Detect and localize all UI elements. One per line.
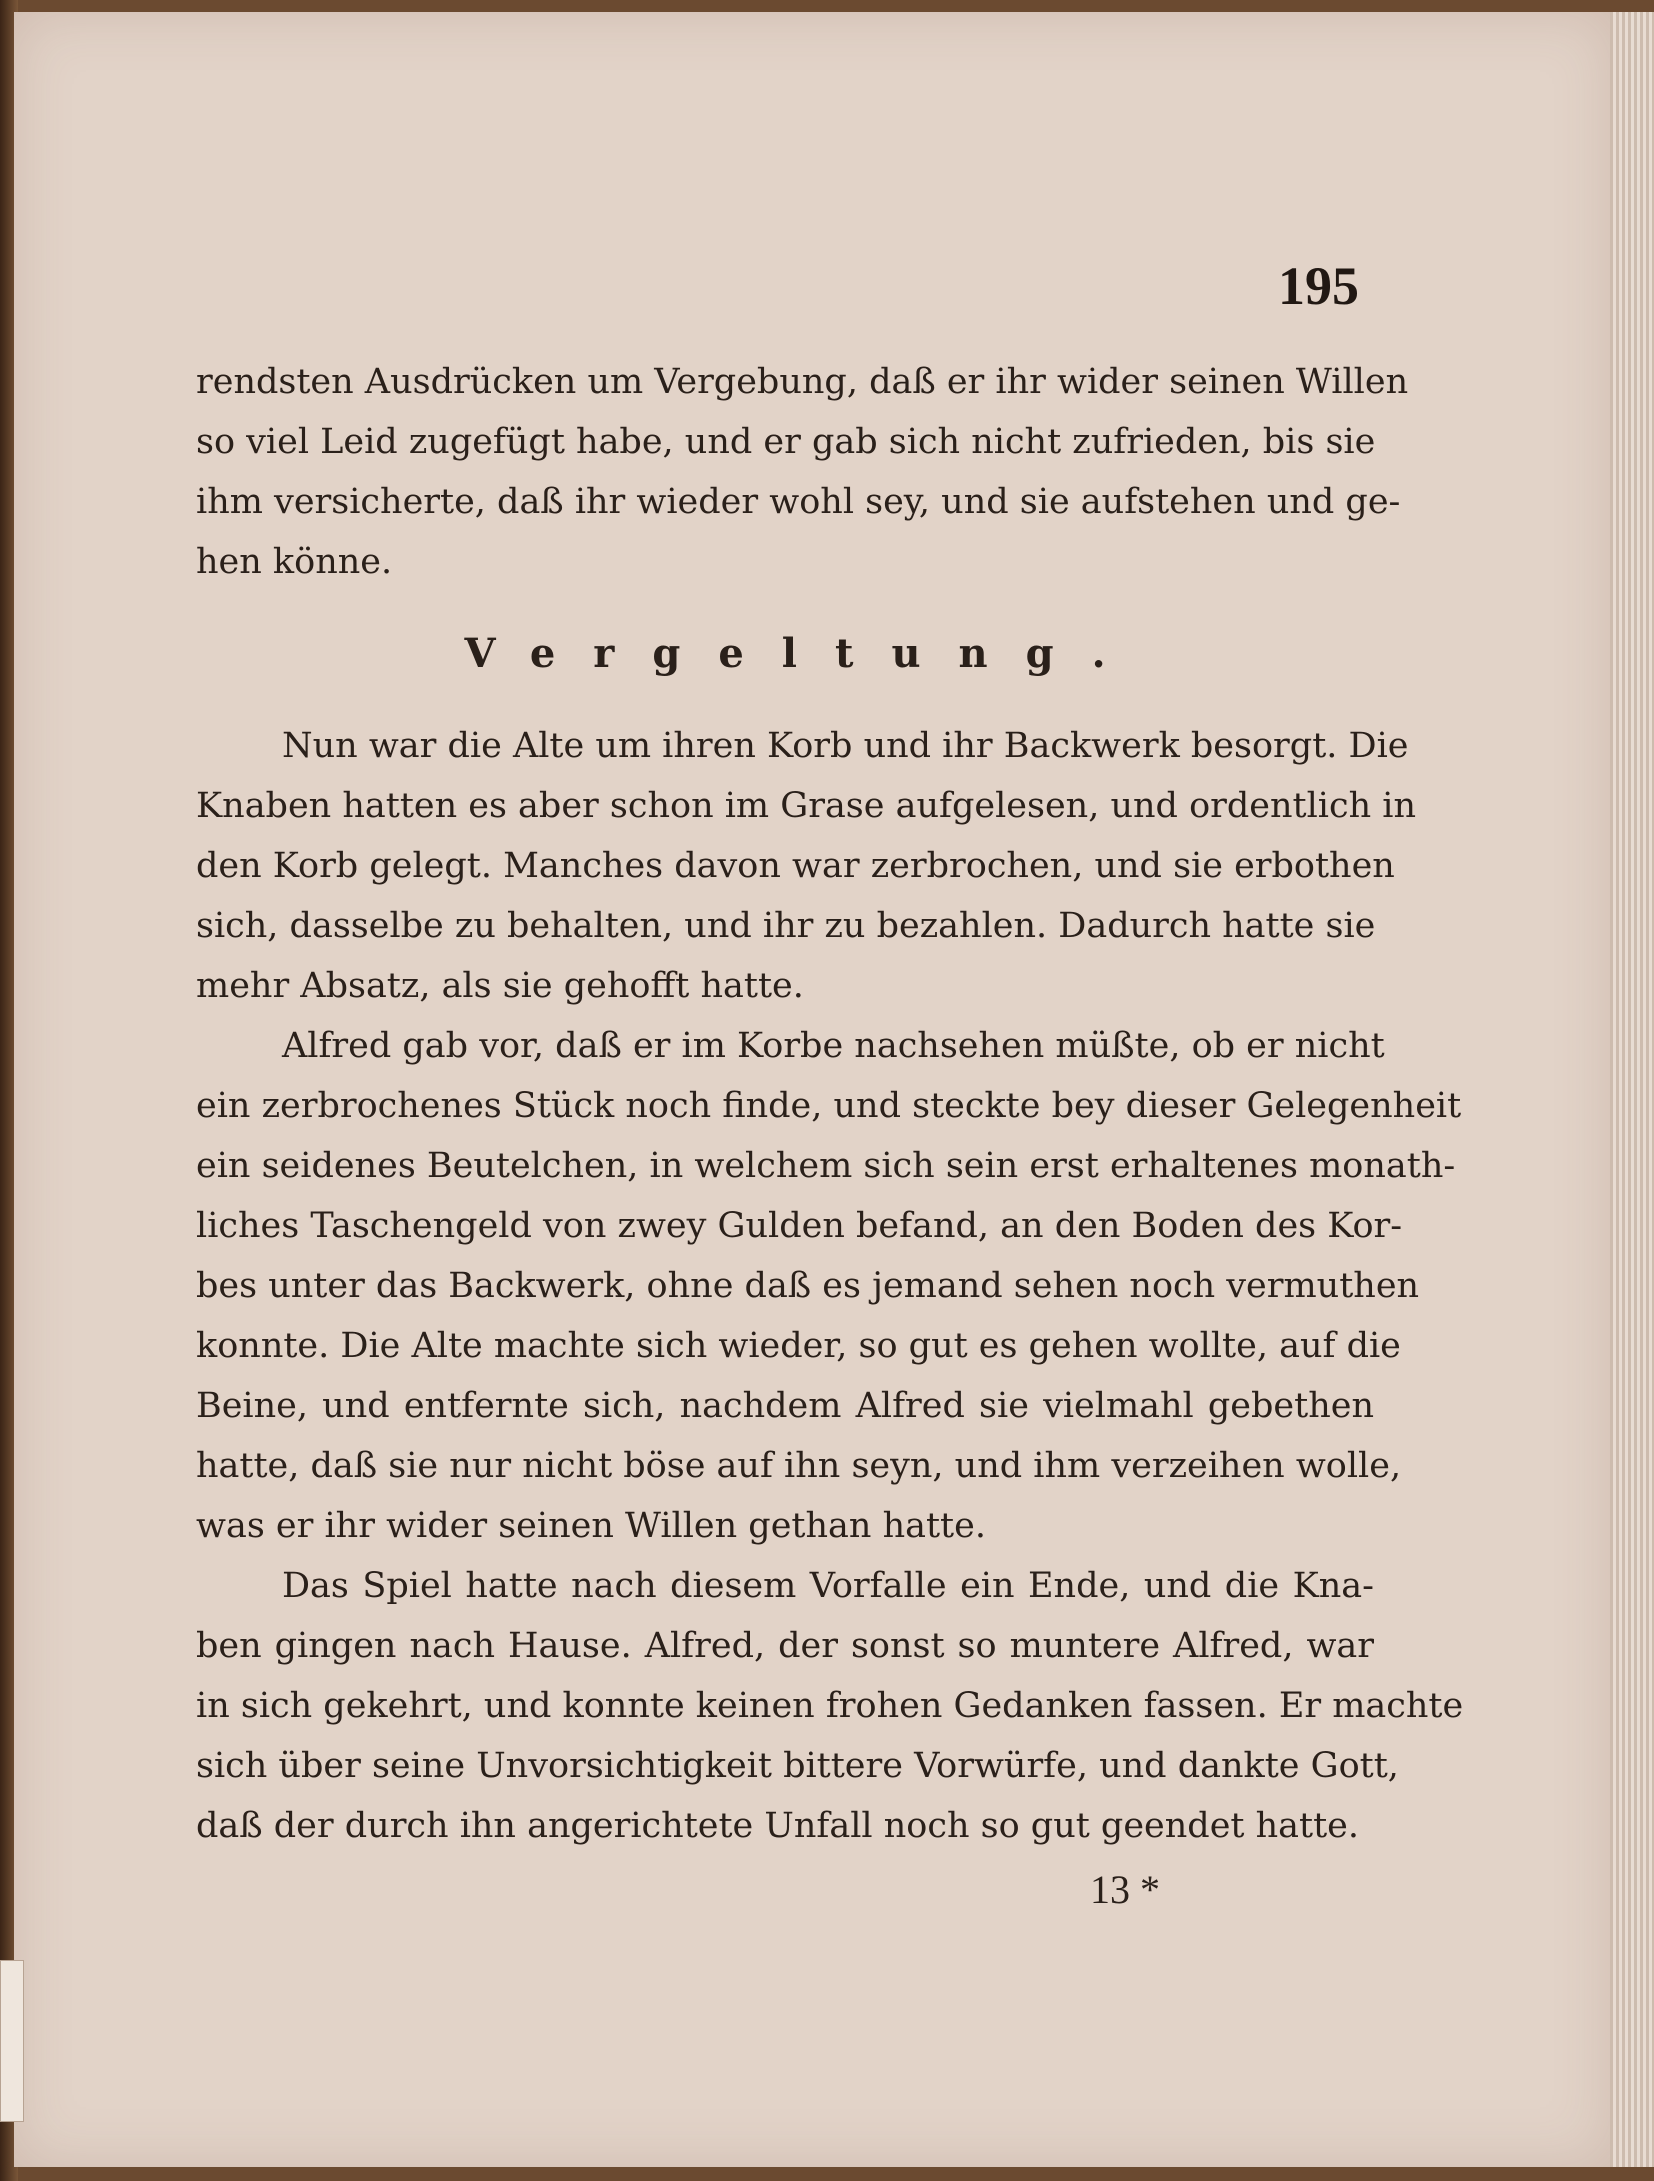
section-heading: Vergeltung. <box>464 630 1144 677</box>
text-line: ein zerbrochenes Stück noch finde, und steckte bey dieser Gelegenheit <box>196 1086 1462 1126</box>
text-line: Das Spiel hatte nach diesem Vorfalle ein Ende, und die Kna- <box>282 1566 1374 1606</box>
text-line: konnte. Die Alte machte sich wieder, so gut es gehen wollte, auf die <box>196 1326 1401 1366</box>
paper-tab <box>0 1960 24 2122</box>
text-line: daß der durch ihn angerichtete Unfall noch so gut geendet hatte. <box>196 1806 1359 1846</box>
text-line: bes unter das Backwerk, ohne daß es jemand sehen noch vermuthen <box>196 1266 1420 1306</box>
text-line: liches Taschengeld von zwey Gulden befand, an den Boden des Kor- <box>196 1206 1403 1246</box>
text-line: was er ihr wider seinen Willen gethan hatte. <box>196 1506 986 1546</box>
text-block <box>196 352 1464 1856</box>
text-line: rendsten Ausdrücken um Vergebung, daß er ihr wider seinen Willen <box>196 362 1409 402</box>
text-line: sich über seine Unvorsichtigkeit bittere Vorwürfe, und dankte Gott, <box>196 1746 1399 1786</box>
text-line: in sich gekehrt, und konnte keinen frohen Gedanken fassen. Er machte <box>196 1686 1464 1726</box>
text-line: mehr Absatz, als sie gehofft hatte. <box>196 966 804 1006</box>
text-line: so viel Leid zugefügt habe, und er gab sich nicht zufrieden, bis sie <box>196 422 1376 462</box>
text-line: Alfred gab vor, daß er im Korbe nachsehen müßte, ob er nicht <box>282 1026 1385 1066</box>
text-line: Knaben hatten es aber schon im Grase aufgelesen, und ordentlich in <box>196 786 1416 826</box>
text-line: ben gingen nach Hause. Alfred, der sonst so muntere Alfred, war <box>196 1626 1374 1666</box>
text-line: ihm versicherte, daß ihr wieder wohl sey, und sie aufstehen und ge- <box>196 482 1401 522</box>
text-line: Nun war die Alte um ihren Korb und ihr Backwerk besorgt. Die <box>282 726 1409 766</box>
page-edge <box>1610 12 1654 2167</box>
text-line: sich, dasselbe zu behalten, und ihr zu bezahlen. Dadurch hatte sie <box>196 906 1376 946</box>
text-line: den Korb gelegt. Manches davon war zerbrochen, und sie erbothen <box>196 846 1395 886</box>
page-number: 195 <box>1278 256 1359 316</box>
text-line: Beine, und entfernte sich, nachdem Alfred sie vielmahl gebethen <box>196 1386 1374 1426</box>
text-line: hen könne. <box>196 542 393 582</box>
signature-mark: 13 * <box>1090 1867 1160 1912</box>
text-line: hatte, daß sie nur nicht böse auf ihn seyn, und ihm verzeihen wolle, <box>196 1446 1402 1486</box>
text-line: ein seidenes Beutelchen, in welchem sich sein erst erhaltenes monath- <box>196 1146 1456 1186</box>
